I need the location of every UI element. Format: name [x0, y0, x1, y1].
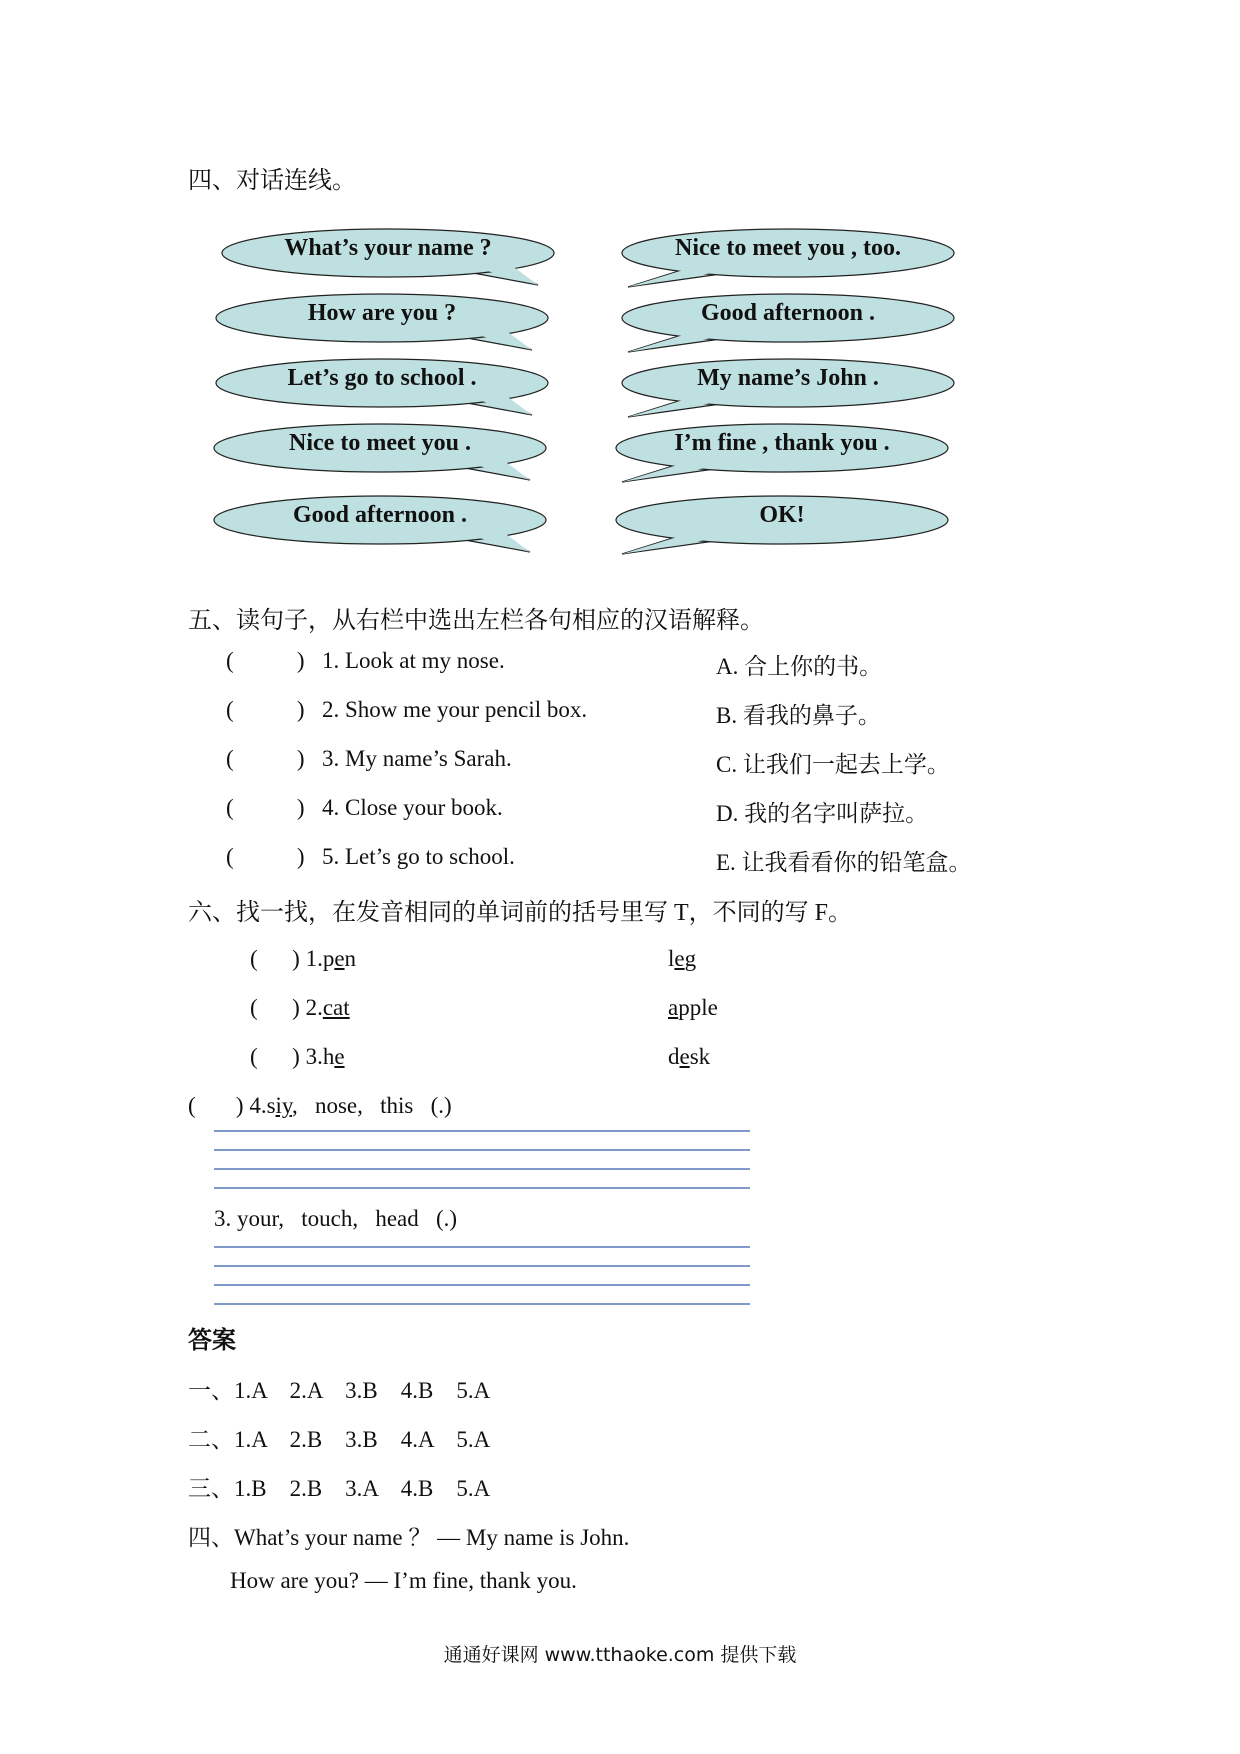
left-bubble-text: Good afternoon .: [293, 502, 467, 528]
sentence-left: 5. Let’s go to school.: [322, 844, 515, 869]
phonics-item: ( ) 3.he: [250, 1044, 345, 1069]
answer-row: 二、1.A 2.B 3.B 4.A 5.A: [188, 1427, 491, 1452]
answer-parentheses[interactable]: ( ): [226, 795, 305, 820]
answer-parentheses[interactable]: ( ): [226, 746, 305, 771]
translation-right: E. 让我看看你的铅笔盒。: [716, 850, 972, 875]
writing-line[interactable]: [214, 1149, 750, 1151]
left-bubble: [210, 492, 570, 572]
section4-title: 四、对话连线。: [188, 168, 356, 194]
answer-row: 四、What’s your name ？ — My name is John.: [188, 1525, 630, 1550]
section6-item4: ( ) 4.siy, nose, this (.): [188, 1093, 452, 1118]
sentence-left: 1. Look at my nose.: [322, 648, 505, 673]
translation-right: B. 看我的鼻子。: [716, 703, 881, 728]
sentence-left: 4. Close your book.: [322, 795, 503, 820]
writing-line[interactable]: [214, 1130, 750, 1132]
section5-title: 五、读句子，从右栏中选出左栏各句相应的汉语解释。: [188, 608, 764, 634]
item-word: he: [322, 1044, 345, 1069]
right-bubble: [612, 420, 972, 500]
answers-title: 答案: [188, 1326, 236, 1354]
left-bubble-text: Let’s go to school .: [287, 365, 477, 391]
translation-right: D. 我的名字叫萨拉。: [716, 801, 929, 826]
item-number: 1.: [305, 946, 323, 971]
compare-word: apple: [668, 995, 718, 1020]
section6-item3b: 3. your, touch, head (.): [214, 1206, 458, 1231]
writing-line[interactable]: [214, 1246, 750, 1248]
writing-line[interactable]: [214, 1284, 750, 1286]
sentence-left: 2. Show me your pencil box.: [322, 697, 588, 722]
right-bubble-text: Good afternoon .: [701, 300, 875, 326]
phonics-item: ( ) 1.pen: [250, 946, 357, 971]
left-bubble-text: Nice to meet you .: [289, 430, 471, 456]
answer-parentheses[interactable]: ( ): [226, 697, 305, 722]
answer-parentheses[interactable]: ( ): [226, 844, 305, 869]
item-word: pen: [322, 946, 357, 971]
left-bubble: [210, 420, 570, 500]
writing-line[interactable]: [214, 1187, 750, 1189]
compare-word: leg: [668, 946, 697, 971]
section6-title: 六、找一找，在发音相同的单词前的括号里写 T，不同的写 F。: [188, 900, 853, 926]
writing-line[interactable]: [214, 1303, 750, 1305]
right-bubble-text: Nice to meet you , too.: [675, 235, 901, 261]
compare-word: desk: [668, 1044, 711, 1069]
right-bubble-text: I’m fine , thank you .: [674, 430, 890, 456]
writing-line[interactable]: [214, 1265, 750, 1267]
item-number: 3.: [305, 1044, 323, 1069]
writing-line[interactable]: [214, 1168, 750, 1170]
phonics-item: ( ) 2.cat: [250, 995, 350, 1020]
right-bubble-text: OK!: [759, 502, 805, 528]
right-bubble-text: My name’s John .: [697, 365, 879, 391]
left-bubble-text: What’s your name ?: [284, 235, 492, 261]
translation-right: A. 合上你的书。: [716, 654, 883, 679]
footer-text: 通通好课网 www.tthaoke.com 提供下载: [443, 1644, 797, 1666]
item-number: 2.: [305, 995, 323, 1020]
translation-right: C. 让我们一起去上学。: [716, 752, 950, 777]
answer-parentheses[interactable]: ( ): [226, 648, 305, 673]
left-bubble-text: How are you ?: [307, 300, 457, 326]
sentence-left: 3. My name’s Sarah.: [322, 746, 512, 771]
answer-row: 三、1.B 2.B 3.A 4.B 5.A: [188, 1476, 491, 1501]
answer-row: How are you? — I’m fine, thank you.: [230, 1568, 577, 1593]
answer-row: 一、1.A 2.A 3.B 4.B 5.A: [188, 1378, 491, 1403]
item-word: cat: [322, 995, 350, 1020]
right-bubble: [612, 492, 972, 572]
